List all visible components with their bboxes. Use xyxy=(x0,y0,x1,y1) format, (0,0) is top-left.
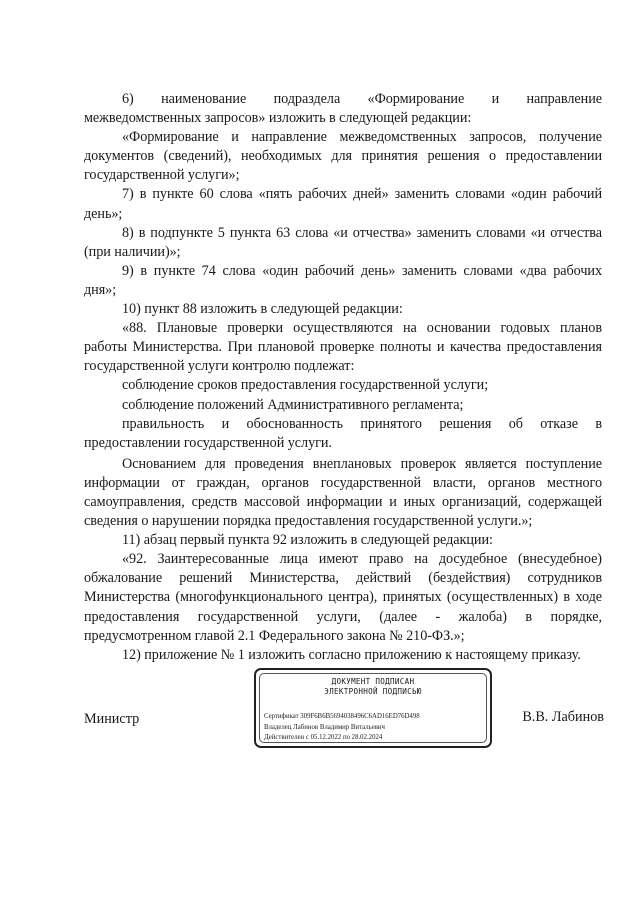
stamp-certificate: Сертификат 309F6B6B5694038496C6AD16ED76D498 xyxy=(264,713,420,720)
stamp-owner: Владелец Лабинов Владимир Витальевич xyxy=(264,723,385,731)
paragraph-item-6-text: «Формирование и направление межведомственных запросов, получение документов (сведений), необходимых для принятия решения о предоставлении государственной услуги»; xyxy=(84,129,602,184)
paragraph-control-regulation: соблюдение положений Административного регламента; xyxy=(122,396,464,413)
stamp-heading-line1: ДОКУМЕНТ ПОДПИСАН xyxy=(331,677,415,686)
stamp-heading xyxy=(256,677,490,697)
paragraph-control-refusal: правильность и обоснованность принятого решения об отказе в предоставлении государственной услуги. xyxy=(84,415,602,451)
paragraph-unscheduled-checks: Основанием для проведения внеплановых проверок является поступление информации от граждан, органов государственной власти, органов местного самоуправления, средств массовой информации и иных организаций, содержащей сведения о нарушении порядка предоставления государственной услуги.»; xyxy=(84,455,602,530)
paragraph-item-7: 7) в пункте 60 слова «пять рабочих дней» заменить словами «один рабочий день»; xyxy=(84,186,602,222)
stamp-validity: Действителен с 05.12.2022 по 28.02.2024 xyxy=(264,734,383,741)
paragraph-item-92-text: «92. Заинтересованные лица имеют право на досудебное (внесудебное) обжалование решений Министерства, действий (бездействия) сотрудников Министерства (многофункционального центра), принятых (осуществленных) в ходе предоставления государственной услуги, (далее - жалоба) в порядке, предусмотренном главой 2.1 Федерального закона № 210-ФЗ.»; xyxy=(84,551,602,644)
stamp-details xyxy=(264,712,484,744)
paragraph-control-deadlines: соблюдение сроков предоставления государственной услуги; xyxy=(122,377,489,394)
document-body xyxy=(84,90,602,665)
paragraph-item-12: 12) приложение № 1 изложить согласно приложению к настоящему приказу. xyxy=(122,646,581,663)
paragraph-item-6: 6) наименование подраздела «Формирование и направление межведомственных запросов» изложить в следующей редакции: xyxy=(84,91,602,127)
signer-name: В.В. Лабинов xyxy=(522,709,604,725)
paragraph-item-8: 8) в подпункте 5 пункта 63 слова «и отчества» заменить словами «и отчества (при наличии)»; xyxy=(84,224,602,260)
stamp-heading-line2: ЭЛЕКТРОННОЙ ПОДПИСЬЮ xyxy=(324,687,422,696)
signer-position: Министр xyxy=(84,711,140,727)
paragraph-item-9: 9) в пункте 74 слова «один рабочий день» заменить словами «два рабочих дня»; xyxy=(84,262,602,298)
signature-block xyxy=(84,668,604,758)
paragraph-item-10: 10) пункт 88 изложить в следующей редакции: xyxy=(122,301,403,318)
electronic-signature-stamp xyxy=(254,668,492,748)
paragraph-item-88-text: «88. Плановые проверки осуществляются на основании годовых планов работы Министерства. При плановой проверке полноты и качества предоставления государственной услуги контролю подлежат: xyxy=(84,320,602,375)
paragraph-item-11: 11) абзац первый пункта 92 изложить в следующей редакции: xyxy=(122,532,493,549)
